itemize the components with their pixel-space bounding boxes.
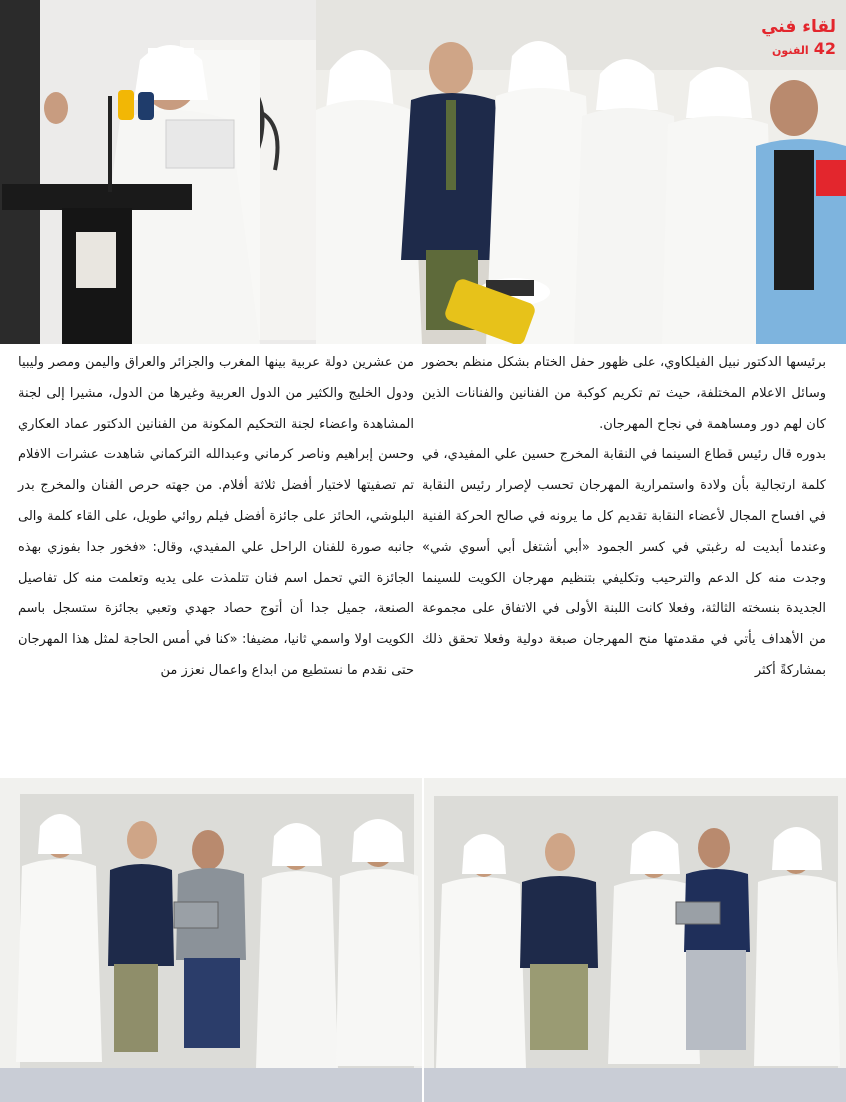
- award-photo-right: [424, 778, 846, 1102]
- article-column-right: [422, 348, 826, 687]
- article-paragraph: من عشرين دولة عربية بينها المغرب والجزائر والعراق واليمن ومصر وليبيا ودول الخليج والكثير من الدول العربية وغيرها من الدول، مشيرا إلى لجنة المشاهدة واعضاء لجنة التحكيم المكونة من الفنانين الدكتور عماد العكاري وحسن إبراهيم وناصر كرماني وعبدالله التركماني شاهدت عشرات الافلام تم تصفيتها لاختيار أفضل ثلاثة أفلام. من جهته حرص الفنان والمخرج بدر البلوشي، الحائز على جائزة أفضل فيلم روائي طويل، على القاء كلمة والى جانبه صورة للفنان الراحل علي المفيدي، وقال: «فخور جدا بفوزي بهذه الجائزة التي تحمل اسم فنان تتلمذت على يديه وتعلمت منه كل تفاصيل الصنعة، جميل جدا أن أتوج حصاد جهدي وتعبي بجائزة ستسجل باسم الكويت اولا واسمي ثانيا، مضيفا: «كنا في أمس الحاجة لمثل هذا المهرجان حتى نقدم ما نستطيع من ابداع واعمال نعزز من: [18, 355, 414, 678]
- article-paragraph: برئيسها الدكتور نبيل الفيلكاوي، على ظهور حفل الختام بشكل منظم بحضور وسائل الاعلام المختلفة، حيث تم تكريم كوكبة من الفنانين والفنانات الذين كان لهم دور ومساهمة في نجاح المهرجان.: [422, 355, 826, 432]
- red-page-tab: [816, 160, 846, 196]
- article-paragraph: بدوره قال رئيس قطاع السينما في النقابة المخرج حسين علي المفيدي، في كلمة ارتجالية بأن ولادة واستمرارية المهرجان تحسب لإصرار رئيس النقابة في افساح المجال لأعضاء النقابة تقديم كل ما يرونه في صالح الحركة الفنية وعندما أبديت له رغبتي في كسر الجمود «أبي أشتغل أبي أسوي شي» وجدت منه كل الدعم والترحيب وتكليفي بتنظيم مهرجان الكويت للسينما الجديدة بنسخته الثالثة، وفعلا كانت اللبنة الأولى في الاتفاق على مجموعة من الأهداف يأتي في مقدمتها منح المهرجان صبغة دولية وفعلا تحقق ذلك بمشاركةً أكثر: [422, 447, 826, 678]
- article-column-left: [18, 348, 414, 687]
- section-title: لقاء فني: [761, 17, 836, 37]
- award-photo-left: [0, 778, 422, 1102]
- issue-number: 42: [813, 39, 836, 58]
- section-tag: [754, 16, 846, 88]
- speaker-photo: [0, 0, 316, 344]
- magazine-name: الفنون: [772, 44, 809, 57]
